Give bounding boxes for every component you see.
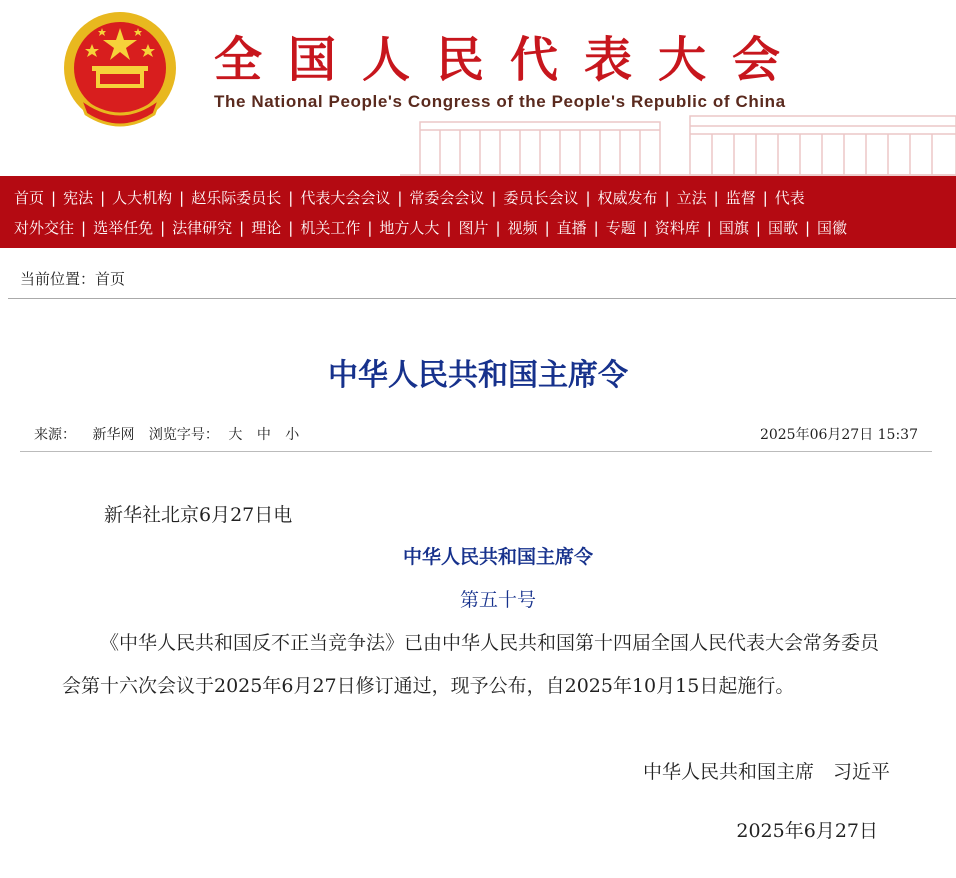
nav-link[interactable]: 机关工作 [300,219,361,237]
nav-separator: | [642,219,648,237]
nav-separator: | [762,189,768,207]
nav-link[interactable]: 立法 [676,189,707,207]
nav-link[interactable]: 法律研究 [172,219,233,237]
nav-link[interactable]: 代表 [774,189,805,207]
site-title: 全国人民代表大会 [214,32,807,88]
nav-separator: | [100,189,106,207]
nav-link[interactable]: 首页 [14,189,45,207]
signature: 中华人民共和国主席 习近平 [642,761,890,783]
nav-link[interactable]: 国歌 [767,219,798,237]
nav-link[interactable]: 国徽 [817,219,848,237]
nav-separator: | [495,219,501,237]
source-name: 新华网 [92,427,135,443]
nav-separator: | [288,189,294,207]
order-title: 中华人民共和国主席令 [402,546,593,568]
nav-separator: | [585,189,591,207]
breadcrumb: 当前位置：首页 [20,270,126,288]
nav-link[interactable]: 权威发布 [597,189,658,207]
page-title: 中华人民共和国主席令 [328,358,628,393]
site-subtitle: The National People's Congress of the People's Republic of China [214,92,786,111]
signature-date: 2025年6月27日 [736,820,878,842]
nav-row-2 [14,218,847,238]
nav-separator: | [706,219,712,237]
nav-separator: | [491,189,497,207]
nav-separator: | [593,219,599,237]
nav-separator: | [755,219,761,237]
nav-separator: | [397,189,403,207]
dateline: 新华社北京6月27日电 [104,504,293,526]
nav-separator: | [239,219,245,237]
order-number: 第五十号 [459,589,536,611]
site-header [0,0,956,176]
nav-link[interactable]: 监督 [725,189,756,207]
nav-separator: | [51,189,57,207]
source-label: 来源： [34,427,76,443]
publish-datetime: 2025年06月27日 15:37 [759,427,918,443]
article-paragraph: 《中华人民共和国反不正当竞争法》已由中华人民共和国第十四届全国人民代表大会常务委员会第十六次会议于2025年6月27日修订通过，现予公布，自2025年10月15日起施行。 [62,632,880,697]
meta-divider [20,451,932,452]
nav-row-1 [14,188,805,208]
nav-separator: | [544,219,550,237]
great-hall-image [400,112,956,176]
nav-separator: | [288,219,294,237]
nav-link[interactable]: 直播 [556,219,587,237]
nav-separator: | [367,219,373,237]
nav-separator: | [160,219,166,237]
nav-separator: | [804,219,811,237]
nav-link[interactable]: 选举任免 [93,219,154,237]
nav-link[interactable]: 常委会会议 [409,189,485,207]
nav-separator: | [713,189,719,207]
nav-separator: | [81,219,87,237]
national-emblem-icon[interactable] [62,10,178,134]
nav-link[interactable]: 图片 [458,219,489,237]
nav-separator: | [179,189,185,207]
nav-link[interactable]: 国旗 [718,219,749,237]
nav-link[interactable]: 代表大会会议 [300,189,391,207]
font-size-small-button[interactable]: 小 [285,427,300,443]
font-size-medium-button[interactable]: 中 [256,427,271,443]
font-size-large-button[interactable]: 大 [228,427,243,443]
nav-link[interactable]: 地方人大 [379,219,440,237]
nav-link[interactable]: 委员长会议 [503,189,579,207]
breadcrumb-divider [8,298,956,299]
nav-separator: | [446,219,452,237]
article-meta [34,424,304,444]
nav-link[interactable]: 对外交往 [14,219,75,237]
nav-link[interactable]: 专题 [605,219,636,237]
nav-link[interactable]: 资料库 [654,219,700,237]
nav-link[interactable]: 人大机构 [112,189,173,207]
nav-link[interactable]: 宪法 [63,189,94,207]
nav-link[interactable]: 视频 [507,219,538,237]
nav-link[interactable]: 赵乐际委员长 [191,189,282,207]
font-size-label: 浏览字号： [148,427,219,443]
main-nav [0,176,956,248]
nav-link[interactable]: 理论 [251,219,282,237]
nav-separator: | [664,189,670,207]
